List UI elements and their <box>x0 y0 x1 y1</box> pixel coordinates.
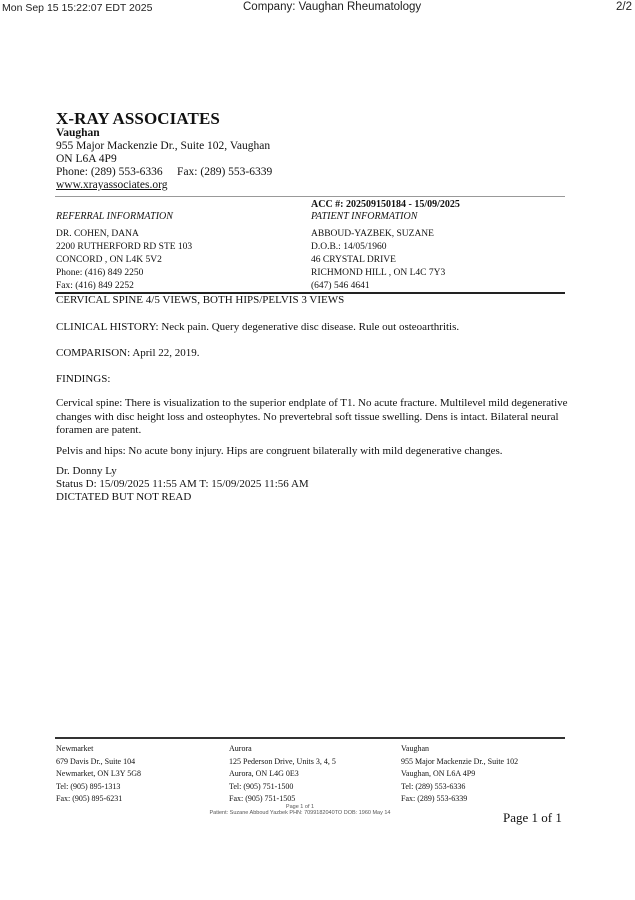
footer-location-aurora <box>229 743 336 806</box>
fax-header <box>0 0 635 16</box>
footer-small-patient: Patient: Suzane Abboud Yazbek PHN: 7099182040TO DOB: 1960 May 14 <box>209 810 391 816</box>
location-tel: Tel: (905) 895-1313 <box>56 781 121 791</box>
patient-address: 46 CRYSTAL DRIVE <box>311 255 396 265</box>
organization-name: X-RAY ASSOCIATES <box>56 109 220 128</box>
location-name: Vaughan <box>401 744 429 753</box>
location-name: Aurora <box>229 744 252 753</box>
organization-address-line2: ON L6A 4P9 <box>56 153 117 165</box>
referral-details <box>56 228 192 293</box>
location-city: Aurora, ON L4G 0E3 <box>229 769 299 778</box>
read-status: DICTATED BUT NOT READ <box>56 491 192 503</box>
location-fax: Fax: (905) 895-6231 <box>56 794 123 803</box>
footer-location-vaughan <box>401 743 518 806</box>
referral-address: 2200 RUTHERFORD RD STE 103 <box>56 242 193 252</box>
report-status: Status D: 15/09/2025 11:55 AM T: 15/09/2025 11:56 AM <box>56 478 309 490</box>
findings-label: FINDINGS: <box>56 373 111 385</box>
exam-title: CERVICAL SPINE 4/5 VIEWS, BOTH HIPS/PELVIS 3 VIEWS <box>56 294 345 306</box>
fax-page-count: 2/2 <box>616 1 632 13</box>
referral-city: CONCORD , ON L4K 5V2 <box>56 255 162 265</box>
location-fax: Fax: (289) 553-6339 <box>401 794 468 803</box>
location-city: Vaughan, ON L6A 4P9 <box>401 769 476 778</box>
organization-branch: Vaughan <box>56 127 100 139</box>
patient-phone: (647) 546 4641 <box>311 281 370 291</box>
patient-dob: D.O.B.: 14/05/1960 <box>311 242 387 252</box>
location-city: Newmarket, ON L3Y 5G8 <box>56 769 142 778</box>
organization-website-link[interactable]: www.xrayassociates.org <box>56 179 168 191</box>
signature-block <box>56 465 571 504</box>
footer-divider <box>55 737 565 739</box>
referral-phone: Phone: (416) 849 2250 <box>56 268 144 278</box>
location-address: 679 Davis Dr., Suite 104 <box>56 756 136 766</box>
referral-doctor: DR. COHEN, DANA <box>56 229 139 239</box>
radiologist-name: Dr. Donny Ly <box>56 465 117 477</box>
patient-details <box>311 228 445 293</box>
location-name: Newmarket <box>56 744 94 753</box>
referral-label: REFERRAL INFORMATION <box>56 211 173 222</box>
patient-city: RICHMOND HILL , ON L4C 7Y3 <box>311 268 446 278</box>
divider <box>55 196 565 197</box>
location-fax: Fax: (905) 751-1505 <box>229 794 296 803</box>
location-tel: Tel: (289) 553-6336 <box>401 781 466 791</box>
footer-small-page: Page 1 of 1 <box>285 804 315 810</box>
organization-phone-fax: Phone: (289) 553-6336 Fax: (289) 553-6339 <box>56 166 273 178</box>
page-number: Page 1 of 1 <box>503 810 562 825</box>
location-address: 955 Major Mackenzie Dr., Suite 102 <box>401 756 519 766</box>
patient-label: PATIENT INFORMATION <box>311 211 418 222</box>
organization-address-line1: 955 Major Mackenzie Dr., Suite 102, Vaughan <box>56 140 271 152</box>
accession-number: ACC #: 202509150184 - 15/09/2025 <box>311 199 460 210</box>
fax-timestamp: Mon Sep 15 15:22:07 EDT 2025 <box>2 2 153 14</box>
findings-cervical: Cervical spine: There is visualization to the superior endplate of T1. No acute fracture. Multilevel mild degenerative changes with disc height loss and osteophytes. No prevertebral soft tissue swelling. Dens is intact. Bilateral neural foramen are patent. <box>56 397 568 436</box>
fax-company: Company: Vaughan Rheumatology <box>243 1 422 13</box>
findings-pelvis: Pelvis and hips: No acute bony injury. Hips are congruent bilaterally with mild degenerative changes. <box>56 445 503 457</box>
clinical-history: CLINICAL HISTORY: Neck pain. Query degenerative disc disease. Rule out osteoarthritis. <box>56 321 460 333</box>
patient-name: ABBOUD-YAZBEK, SUZANE <box>311 229 434 239</box>
location-address: 125 Pederson Drive, Units 3, 4, 5 <box>229 756 336 766</box>
comparison: COMPARISON: April 22, 2019. <box>56 347 200 359</box>
footer-location-newmarket <box>56 743 141 806</box>
location-tel: Tel: (905) 751-1500 <box>229 781 294 791</box>
footer-patient-stamp <box>195 804 405 816</box>
referral-fax: Fax: (416) 849 2252 <box>56 281 134 291</box>
